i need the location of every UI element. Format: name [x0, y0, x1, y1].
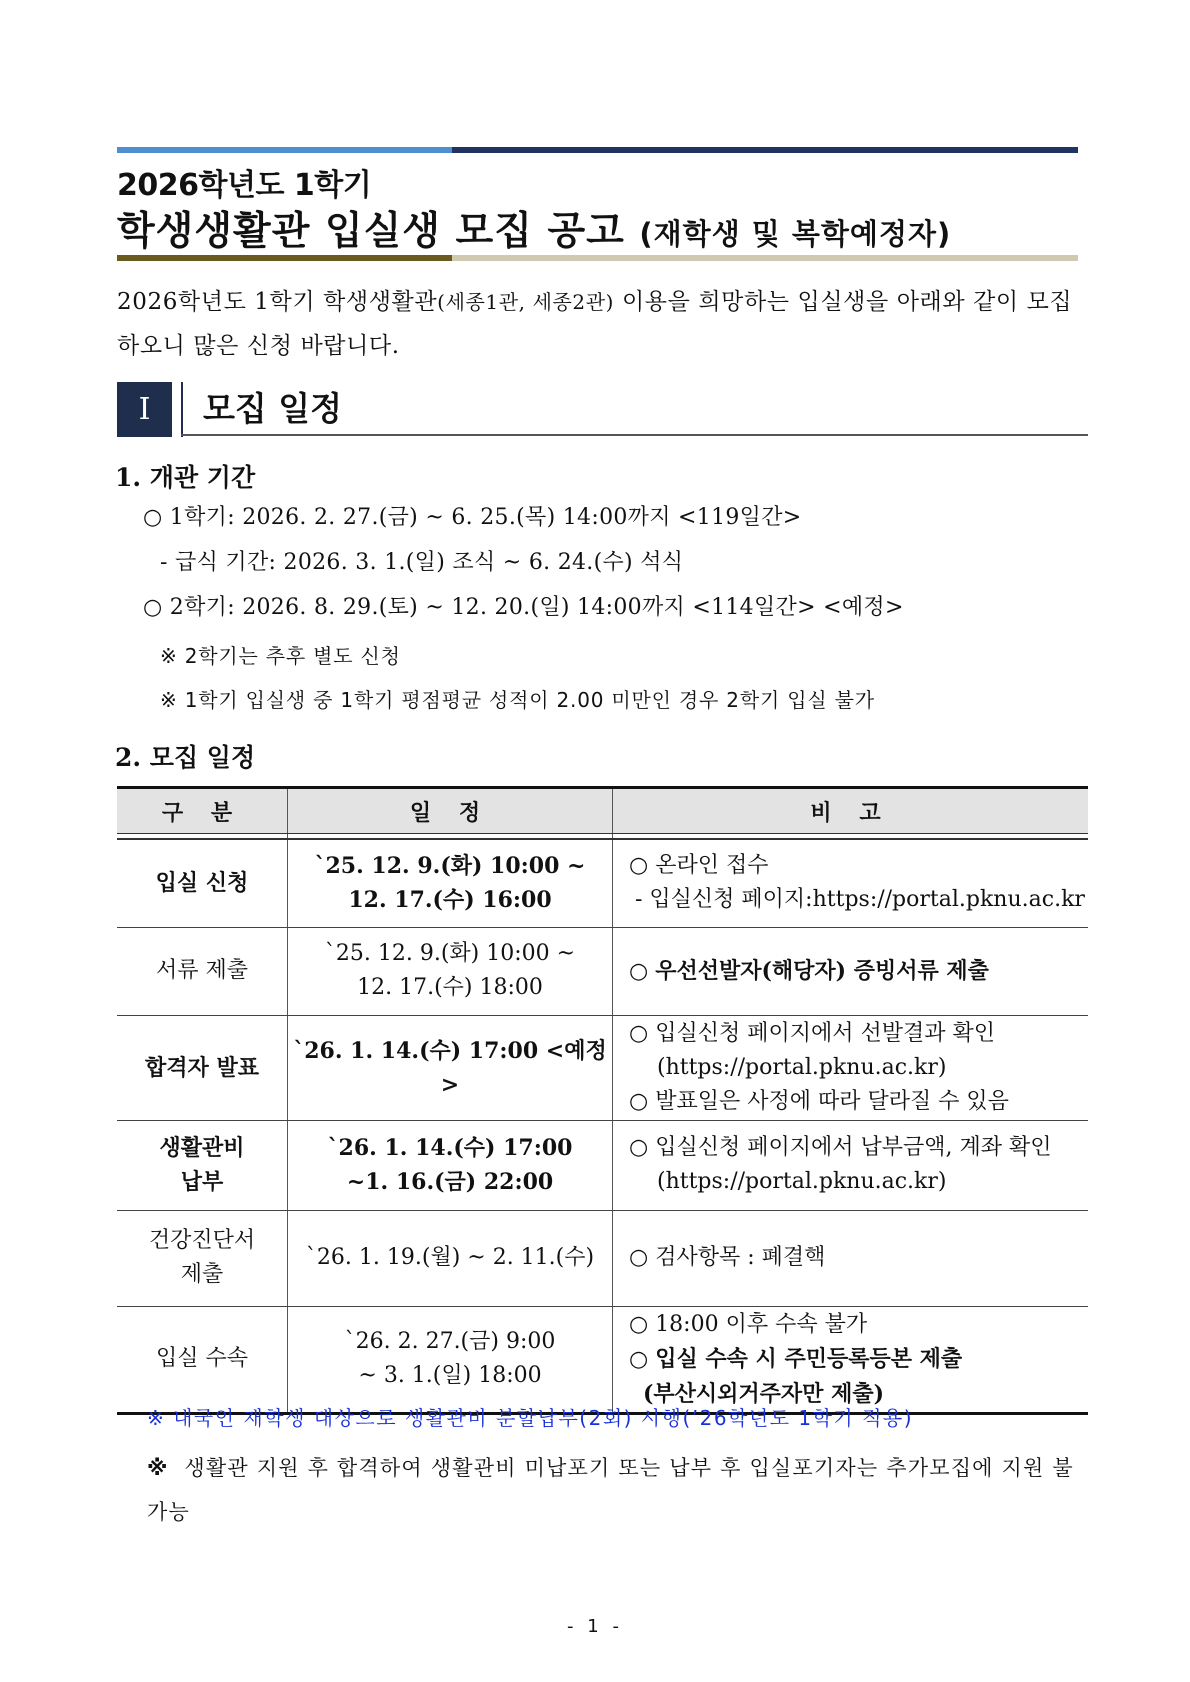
period-heading: 1. 개관 기간 — [115, 463, 256, 492]
period-meal: - 급식 기간: 2026. 3. 1.(일) 조식 ~ 6. 24.(수) 석식 — [160, 550, 684, 575]
period-sem1: ○ 1학기: 2026. 2. 27.(금) ~ 6. 25.(목) 14:00까지 <119일간> — [143, 505, 802, 530]
recruit-schedule-table — [117, 786, 1088, 1415]
title-main: 학생생활관 입실생 모집 공고 — [117, 209, 625, 254]
recruit-heading: 2. 모집 일정 — [115, 743, 256, 772]
col-header-schedule: 일 정 — [288, 788, 613, 834]
table-row: 서류 제출 `25. 12. 9.(화) 10:00 ~ 12. 17.(수) 18:00 ○ 우선선발자(해당자) 증빙서류 제출 — [117, 927, 1088, 1015]
section-title: 모집 일정 — [203, 389, 343, 428]
table-row: 생활관비 납부 `26. 1. 14.(수) 17:00 ~1. 16.(금) 22:00 ○ 입실신청 페이지에서 납부금액, 계좌 확인 (https://portal.pknu.ac.kr) — [117, 1120, 1088, 1210]
document-subtitle: 2026학년도 1학기 — [117, 168, 372, 203]
period-note-1: ※ 2학기는 추후 별도 신청 — [160, 644, 401, 668]
header-top-bar — [117, 147, 1078, 153]
section-number-badge: Ⅰ — [117, 382, 172, 437]
table-row: 입실 수속 `26. 2. 27.(금) 9:00 ~ 3. 1.(일) 18:00 ○ 18:00 이후 수속 불가 ○ 입실 수속 시 주민등록등본 제출 (부산시외거주자만 제출) — [117, 1306, 1088, 1413]
table-row: 합격자 발표 `26. 1. 14.(수) 17:00 <예정> ○ 입실신청 페이지에서 선발결과 확인 (https://portal.pknu.ac.kr) ○ 발표일은 사정에 따라 달라질 수 있음 — [117, 1015, 1088, 1120]
table-row: 건강진단서 제출 `26. 1. 19.(월) ~ 2. 11.(수) ○ 검사항목 : 폐결핵 — [117, 1210, 1088, 1306]
period-note-2: ※ 1학기 입실생 중 1학기 평점평균 성적이 2.00 미만인 경우 2학기 입실 불가 — [160, 688, 875, 712]
document-title — [117, 200, 951, 256]
col-header-remarks: 비 고 — [613, 788, 1089, 834]
footer-note-restriction: ※ 생활관 지원 후 합격하여 생활관비 미납포기 또는 납부 후 입실포기자는 추가모집에 지원 불가능 — [147, 1456, 1074, 1524]
page-number: - 1 - — [567, 1616, 623, 1637]
intro-paragraph: 2026학년도 1학기 학생생활관(세종1관, 세종2관) 이용을 희망하는 입실생을 아래와 같이 모집하오니 많은 신청 바랍니다. — [117, 289, 1073, 359]
section-underline — [181, 434, 1088, 436]
title-paren: (재학생 및 복학예정자) — [639, 217, 952, 251]
table-row: 입실 신청 `25. 12. 9.(화) 10:00 ~ 12. 17.(수) 16:00 ○ 온라인 접수 - 입실신청 페이지:https://portal.pknu.ac.kr — [117, 839, 1088, 927]
section-divider — [181, 382, 183, 437]
footer-note-installment: ※ 내국인 재학생 대상으로 생활관비 분할납부(2회) 시행(’26학년도 1학기 적용) — [147, 1406, 914, 1430]
col-header-category: 구 분 — [117, 788, 288, 834]
header-bottom-bar — [117, 255, 1078, 261]
period-sem2: ○ 2학기: 2026. 8. 29.(토) ~ 12. 20.(일) 14:00까지 <114일간> <예정> — [143, 595, 904, 620]
